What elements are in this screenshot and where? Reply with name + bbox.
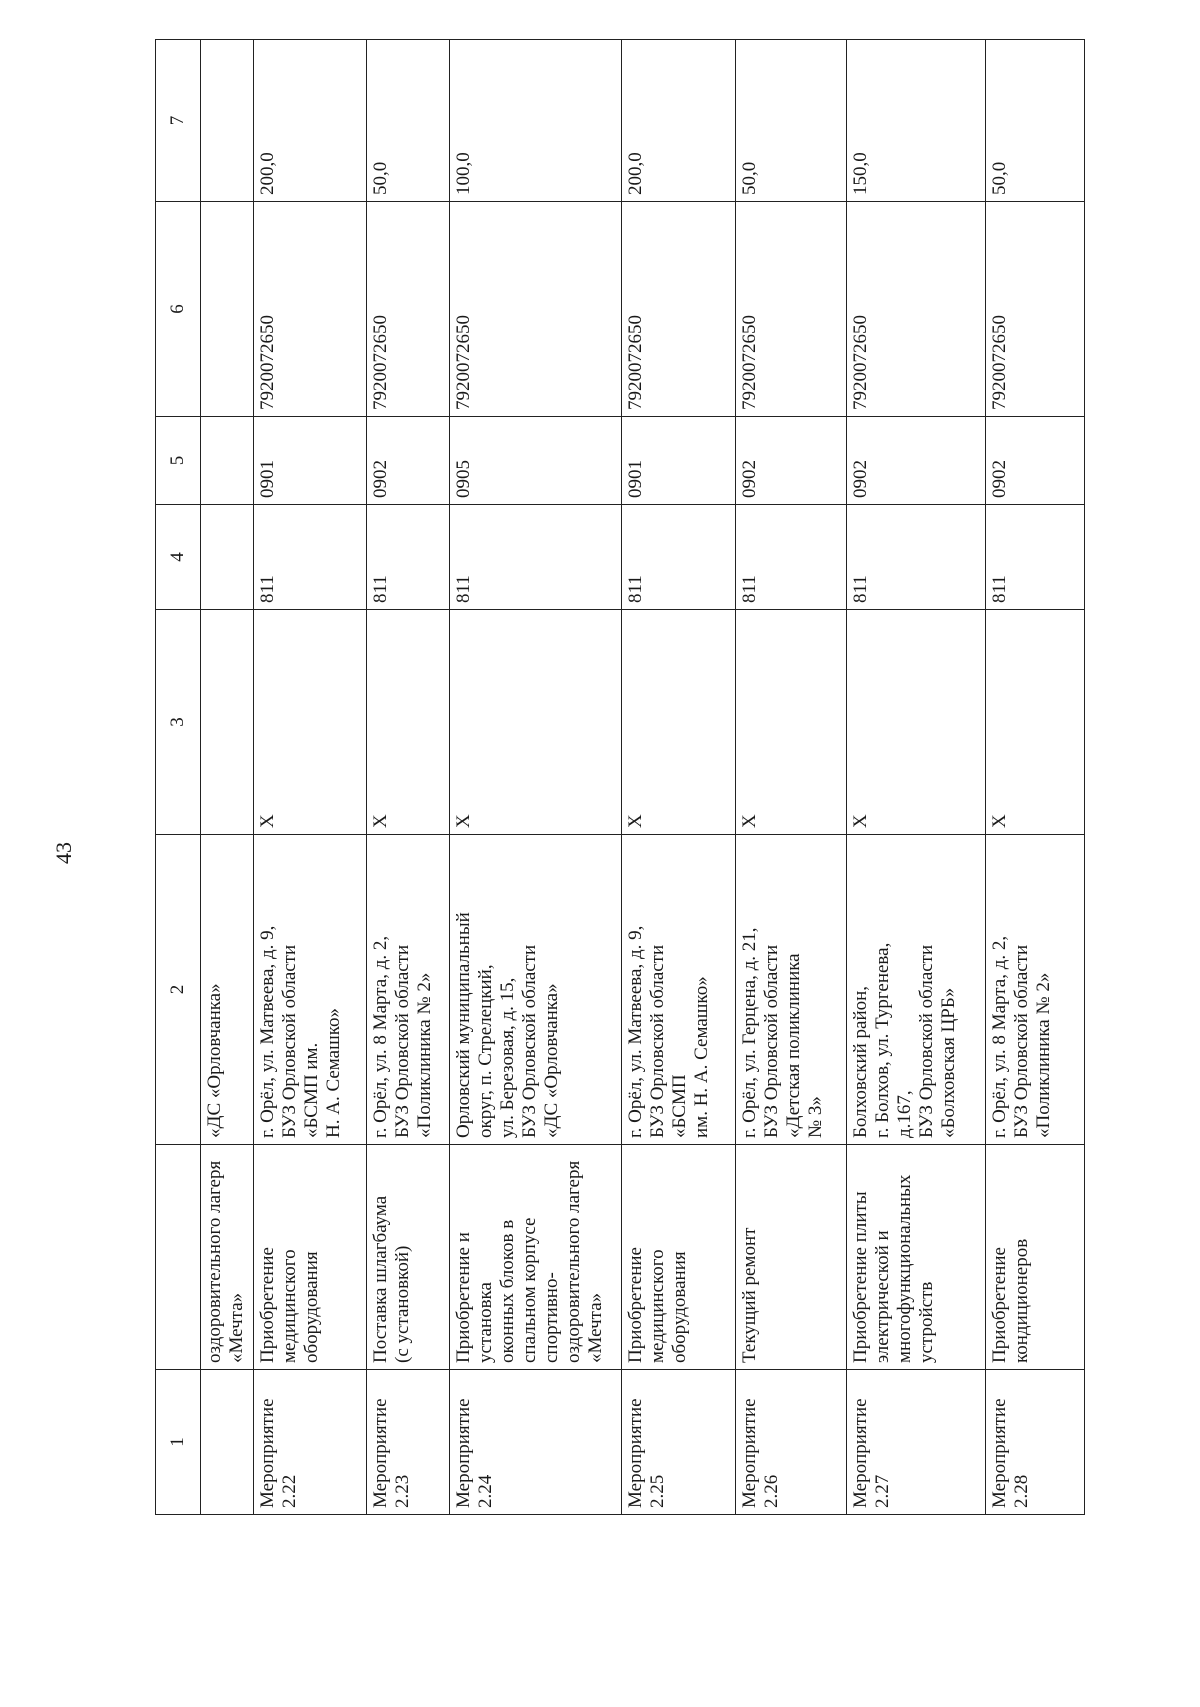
col4-cell bbox=[366, 505, 449, 610]
col4-cell bbox=[200, 505, 254, 610]
address-cell-text: г. Орёл, ул. 8 Марта, д. 2, БУЗ Орловской области «Поликлиника № 2» bbox=[989, 935, 1055, 1138]
description-cell bbox=[366, 1145, 449, 1370]
col4-cell bbox=[847, 505, 986, 610]
budget-table bbox=[155, 39, 1085, 1515]
header-cell: 6 bbox=[156, 202, 201, 417]
address-cell bbox=[254, 835, 366, 1145]
table-body bbox=[156, 40, 1085, 1515]
col5-cell bbox=[986, 417, 1085, 505]
description-cell bbox=[200, 1145, 254, 1370]
col5-cell bbox=[200, 417, 254, 505]
col6-cell bbox=[366, 202, 449, 417]
rotated-table-container bbox=[155, 40, 1085, 1515]
measure-cell bbox=[366, 1370, 449, 1515]
description-cell-text: Приобретение медицинского оборудования bbox=[257, 1247, 323, 1363]
amount-cell-text: 50,0 bbox=[989, 161, 1011, 195]
col4-cell bbox=[621, 505, 736, 610]
col3-cell bbox=[200, 610, 254, 835]
description-cell bbox=[621, 1145, 736, 1370]
col4-cell bbox=[254, 505, 366, 610]
col6-cell-text: 7920072650 bbox=[369, 315, 391, 410]
measure-cell bbox=[450, 1370, 621, 1515]
col5-cell-text: 0905 bbox=[453, 460, 475, 498]
description-cell-text: Приобретение медицинского оборудования bbox=[624, 1247, 690, 1363]
table-row bbox=[847, 40, 986, 1515]
col4-cell-text: 811 bbox=[453, 575, 475, 603]
measure-cell-text: Мероприятие 2.22 bbox=[257, 1398, 301, 1508]
amount-cell-text: 200,0 bbox=[257, 152, 279, 195]
header-cell bbox=[156, 1145, 201, 1370]
description-cell-text: оздоровительного лагеря «Мечта» bbox=[203, 1160, 247, 1363]
header-cell: 1 bbox=[156, 1370, 201, 1515]
header-cell: 4 bbox=[156, 505, 201, 610]
col5-cell bbox=[450, 417, 621, 505]
col6-cell-text: 7920072650 bbox=[850, 315, 872, 410]
col6-cell bbox=[200, 202, 254, 417]
col6-cell-text: 7920072650 bbox=[739, 315, 761, 410]
measure-cell bbox=[847, 1370, 986, 1515]
description-cell-text: Приобретение и установка оконных блоков в спальном корпусе спортивно- оздоровительного лагеря «Мечта» bbox=[453, 1160, 607, 1363]
col3-cell bbox=[450, 610, 621, 835]
col3-cell bbox=[847, 610, 986, 835]
col5-cell-text: 0902 bbox=[850, 460, 872, 498]
address-cell bbox=[736, 835, 847, 1145]
amount-cell-text: 100,0 bbox=[453, 152, 475, 195]
page-number: 43 bbox=[51, 842, 76, 864]
col5-cell-text: 0902 bbox=[989, 460, 1011, 498]
table-row bbox=[621, 40, 736, 1515]
col5-cell bbox=[621, 417, 736, 505]
amount-cell-text: 200,0 bbox=[624, 152, 646, 195]
col6-cell bbox=[254, 202, 366, 417]
description-cell-text: Поставка шлагбаума (с установкой) bbox=[369, 1195, 413, 1363]
col3-cell-text: X bbox=[624, 814, 646, 828]
col6-cell bbox=[450, 202, 621, 417]
measure-cell bbox=[254, 1370, 366, 1515]
measure-cell-text: Мероприятие 2.26 bbox=[739, 1398, 783, 1508]
measure-cell bbox=[986, 1370, 1085, 1515]
table-row bbox=[736, 40, 847, 1515]
col6-cell bbox=[736, 202, 847, 417]
description-cell bbox=[450, 1145, 621, 1370]
col5-cell-text: 0901 bbox=[257, 460, 279, 498]
measure-cell-text: Мероприятие 2.28 bbox=[989, 1398, 1033, 1508]
amount-cell bbox=[200, 40, 254, 202]
address-cell-text: г. Орёл, ул. 8 Марта, д. 2, БУЗ Орловской области «Поликлиника № 2» bbox=[369, 935, 435, 1138]
measure-cell bbox=[200, 1370, 254, 1515]
address-cell bbox=[621, 835, 736, 1145]
amount-cell bbox=[254, 40, 366, 202]
col3-cell bbox=[736, 610, 847, 835]
col4-cell bbox=[986, 505, 1085, 610]
col4-cell bbox=[450, 505, 621, 610]
address-cell-text: Болховский район, г. Болхов, ул. Тургенева, д.167, БУЗ Орловской области «Болховская ЦРБ» bbox=[850, 942, 960, 1138]
description-cell-text: Приобретение плиты электрической и многофункциональных устройств bbox=[850, 1174, 938, 1363]
col3-cell-text: X bbox=[257, 814, 279, 828]
col6-cell bbox=[986, 202, 1085, 417]
address-cell bbox=[847, 835, 986, 1145]
col4-cell bbox=[736, 505, 847, 610]
col3-cell bbox=[986, 610, 1085, 835]
col6-cell-text: 7920072650 bbox=[989, 315, 1011, 410]
address-cell bbox=[200, 835, 254, 1145]
description-cell-text: Приобретение кондиционеров bbox=[989, 1238, 1033, 1363]
amount-cell bbox=[847, 40, 986, 202]
measure-cell-text: Мероприятие 2.23 bbox=[369, 1398, 413, 1508]
table-row bbox=[200, 40, 254, 1515]
col4-cell-text: 811 bbox=[739, 575, 761, 603]
col3-cell bbox=[621, 610, 736, 835]
col3-cell-text: X bbox=[453, 814, 475, 828]
col5-cell bbox=[254, 417, 366, 505]
address-cell-text: г. Орёл, ул. Матвеева, д. 9, БУЗ Орловской области «БСМП им. Н. А. Семашко» bbox=[257, 925, 345, 1138]
address-cell-text: г. Орёл, ул. Матвеева, д. 9, БУЗ Орловской области «БСМП им. Н. А. Семашко» bbox=[624, 925, 712, 1138]
table-row bbox=[986, 40, 1085, 1515]
amount-cell bbox=[450, 40, 621, 202]
col3-cell-text: X bbox=[739, 814, 761, 828]
col5-cell bbox=[847, 417, 986, 505]
amount-cell bbox=[736, 40, 847, 202]
measure-cell bbox=[621, 1370, 736, 1515]
address-cell-text: «ДС «Орловчанка» bbox=[203, 983, 225, 1138]
description-cell bbox=[736, 1145, 847, 1370]
address-cell bbox=[366, 835, 449, 1145]
amount-cell bbox=[621, 40, 736, 202]
measure-cell bbox=[736, 1370, 847, 1515]
col5-cell-text: 0901 bbox=[624, 460, 646, 498]
col6-cell bbox=[621, 202, 736, 417]
col4-cell-text: 811 bbox=[850, 575, 872, 603]
amount-cell-text: 50,0 bbox=[739, 161, 761, 195]
table-row bbox=[254, 40, 366, 1515]
col3-cell-text: X bbox=[850, 814, 872, 828]
table-row bbox=[366, 40, 449, 1515]
amount-cell bbox=[366, 40, 449, 202]
header-cell: 3 bbox=[156, 610, 201, 835]
description-cell-text: Текущий ремонт bbox=[739, 1227, 761, 1363]
measure-cell-text: Мероприятие 2.25 bbox=[624, 1398, 668, 1508]
description-cell bbox=[254, 1145, 366, 1370]
col5-cell-text: 0902 bbox=[739, 460, 761, 498]
col3-cell bbox=[366, 610, 449, 835]
description-cell bbox=[986, 1145, 1085, 1370]
amount-cell-text: 50,0 bbox=[369, 161, 391, 195]
table-row bbox=[450, 40, 621, 1515]
col3-cell bbox=[254, 610, 366, 835]
col4-cell-text: 811 bbox=[989, 575, 1011, 603]
address-cell-text: г. Орёл, ул. Герцена, д. 21, БУЗ Орловской области «Детская поликлиника № 3» bbox=[739, 927, 827, 1138]
amount-cell bbox=[986, 40, 1085, 202]
col4-cell-text: 811 bbox=[369, 575, 391, 603]
col6-cell-text: 7920072650 bbox=[257, 315, 279, 410]
col4-cell-text: 811 bbox=[257, 575, 279, 603]
amount-cell-text: 150,0 bbox=[850, 152, 872, 195]
col6-cell-text: 7920072650 bbox=[453, 315, 475, 410]
header-cell: 5 bbox=[156, 417, 201, 505]
col5-cell bbox=[736, 417, 847, 505]
col3-cell-text: X bbox=[369, 814, 391, 828]
header-cell: 7 bbox=[156, 40, 201, 202]
col4-cell-text: 811 bbox=[624, 575, 646, 603]
col6-cell bbox=[847, 202, 986, 417]
col3-cell-text: X bbox=[989, 814, 1011, 828]
address-cell bbox=[450, 835, 621, 1145]
measure-cell-text: Мероприятие 2.24 bbox=[453, 1398, 497, 1508]
header-row bbox=[156, 40, 201, 1515]
address-cell-text: Орловский муниципальный округ, п. Стрелецкий, ул. Березовая, д. 15, БУЗ Орловской области «ДС «Орловчанка» bbox=[453, 912, 563, 1138]
col5-cell bbox=[366, 417, 449, 505]
description-cell bbox=[847, 1145, 986, 1370]
col6-cell-text: 7920072650 bbox=[624, 315, 646, 410]
measure-cell-text: Мероприятие 2.27 bbox=[850, 1398, 894, 1508]
col5-cell-text: 0902 bbox=[369, 460, 391, 498]
header-cell: 2 bbox=[156, 835, 201, 1145]
address-cell bbox=[986, 835, 1085, 1145]
